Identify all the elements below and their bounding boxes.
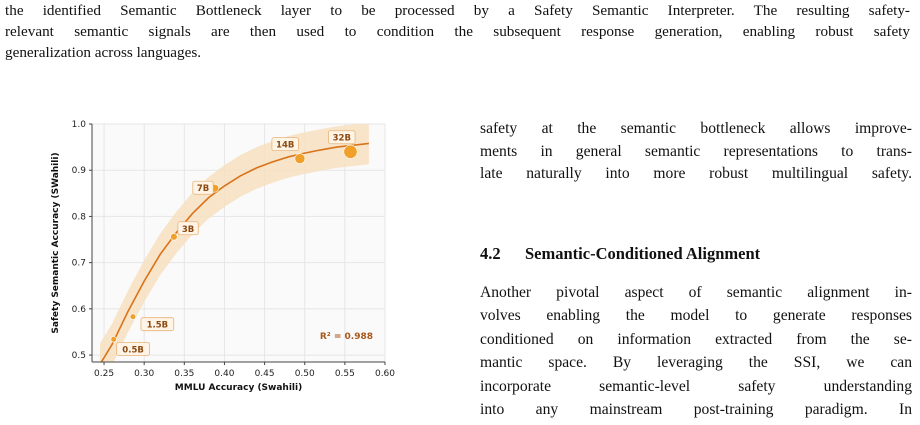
- intro-paragraph: [5, 0, 910, 63]
- y-tick-label: 0.7: [71, 258, 86, 269]
- x-tick-label: 0.45: [254, 369, 275, 379]
- data-label: 32B: [332, 133, 351, 144]
- y-tick-label: 0.9: [71, 166, 86, 177]
- y-tick-label: 0.5: [71, 351, 86, 362]
- data-point: [111, 337, 117, 343]
- section-heading: [480, 244, 760, 264]
- data-label: 0.5B: [122, 345, 144, 356]
- x-tick-label: 0.30: [134, 369, 155, 379]
- scatter-chart: [40, 112, 400, 420]
- body-line-6: into any mainstream post-training paradigm. In: [480, 401, 912, 419]
- y-tick-label: 0.8: [71, 212, 86, 223]
- section-title: Semantic-Conditioned Alignment: [525, 244, 761, 263]
- data-label: 7B: [196, 184, 210, 195]
- data-label: 3B: [181, 224, 195, 235]
- x-tick-label: 0.25: [94, 369, 115, 379]
- y-axis-label: Safety Semantic Accuracy (SWahili): [51, 152, 61, 334]
- y-tick-label: 0.6: [71, 304, 86, 315]
- x-tick-label: 0.55: [334, 369, 355, 379]
- intro-line-2: relevant semantic signals are then used to condition the subsequent response generation, enabling robust safety: [5, 23, 910, 40]
- body-line-2: volves enabling the model to generate responses: [480, 307, 912, 325]
- x-tick-label: 0.35: [174, 369, 195, 379]
- data-point: [170, 233, 177, 240]
- data-point: [344, 145, 357, 158]
- intro-line-1: the identified Semantic Bottleneck layer to be processed by a Safety Semantic Interpreter. The resulting safety-: [5, 2, 910, 19]
- body-line-5: incorporate semantic-level safety understanding: [480, 377, 912, 395]
- x-tick-label: 0.50: [294, 369, 315, 379]
- right-line-2: ments in general semantic representations to trans-: [480, 142, 912, 160]
- r-squared-annotation: R² = 0.988: [319, 331, 373, 342]
- section-body: [480, 281, 912, 421]
- data-label: 14B: [276, 140, 295, 151]
- right-column-paragraph: [480, 118, 912, 186]
- right-line-1: safety at the semantic bottleneck allows improve-: [480, 120, 912, 137]
- body-line-1: Another pivotal aspect of semantic alignment in-: [480, 284, 912, 301]
- body-line-4: mantic space. By leveraging the SSI, we can: [480, 354, 912, 372]
- x-axis-label: MMLU Accuracy (Swahili): [174, 383, 303, 393]
- section-number: 4.2: [480, 244, 501, 263]
- data-point: [130, 314, 136, 320]
- right-line-3: late naturally into more robust multilingual safety.: [480, 165, 912, 183]
- x-tick-label: 0.40: [214, 369, 235, 379]
- intro-line-3: generalization across languages.: [5, 44, 202, 61]
- y-tick-label: 1.0: [71, 120, 86, 130]
- scatter-figure: [40, 112, 400, 420]
- data-point: [295, 154, 305, 164]
- x-tick-label: 0.60: [374, 369, 396, 379]
- body-line-3: conditioned on information extracted from the se-: [480, 330, 912, 348]
- data-label: 1.5B: [146, 320, 169, 331]
